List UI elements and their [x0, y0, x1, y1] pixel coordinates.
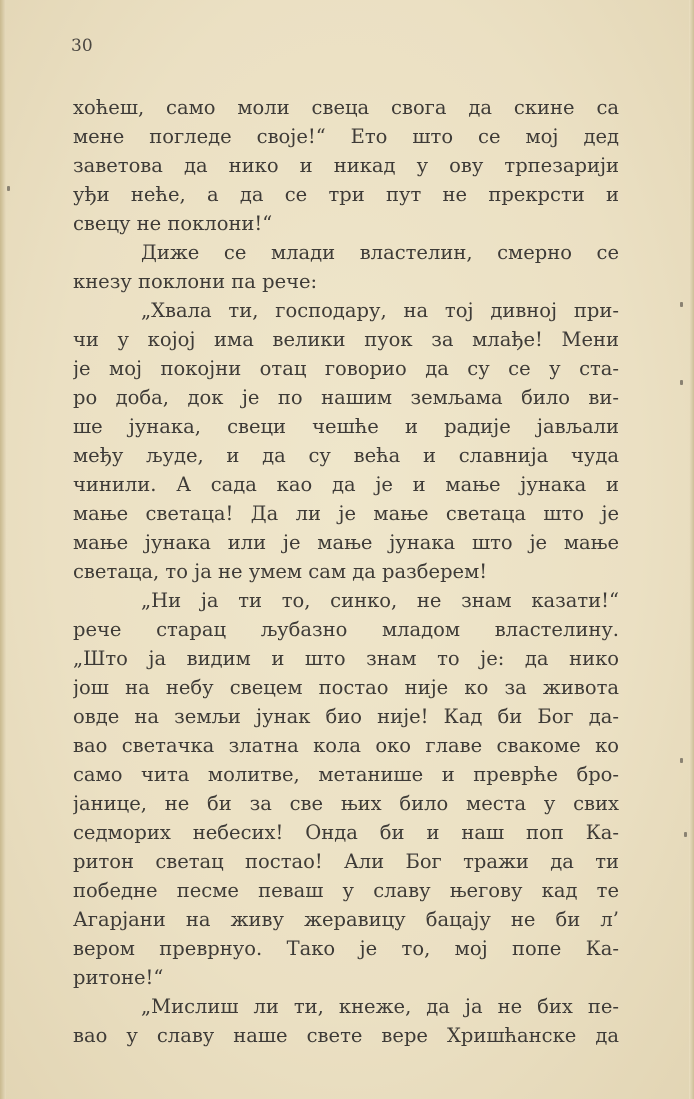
page-left-edge — [0, 0, 6, 1099]
page-number: 30 — [71, 36, 93, 56]
text-line: је мој покојни отац говорио да су се у ста- — [73, 357, 619, 380]
text-line: ше јунака, свеци чешће и радије јављали — [73, 415, 619, 438]
text-line: овде на земљи јунак био није! Кад би Бог да- — [73, 705, 619, 728]
text-line: седморих небесих! Онда би и наш поп Ка- — [73, 821, 619, 844]
text-line: чинили. А сада као да је и мање јунака и — [73, 473, 619, 496]
text-line: „Што ја видим и што знам то је: да нико — [73, 647, 619, 670]
text-line: светаца, то ја не умем сам да разберем! — [73, 560, 488, 583]
text-line: Агарјани на живу жеравицу бацају не би л’ — [73, 908, 619, 931]
text-line: вао у славу наше свете вере Хришћанске да — [73, 1024, 619, 1047]
text-line: вером преврнуо. Тако је то, мој попе Ка- — [73, 937, 619, 960]
text-line: „Ни ја ти то, синко, не знам казати!“ — [141, 589, 619, 612]
text-line: ритон светац постао! Али Бог тражи да ти — [73, 850, 619, 873]
text-line: јанице, не би за све њих било места у свих — [73, 792, 619, 815]
text-line: заветова да нико и никад у ову трпезарији — [73, 154, 619, 177]
text-line: ритоне!“ — [73, 966, 164, 989]
text-line: вао светачка златна кола око главе свакоме ко — [73, 734, 619, 757]
text-line: још на небу свецем постао није ко за живота — [73, 676, 619, 699]
ink-speck — [680, 380, 683, 385]
text-line: мање светаца! Да ли је мање светаца што је — [73, 502, 619, 525]
text-line: „Хвала ти, господару, на тој дивној при- — [141, 299, 619, 322]
text-line: победне песме певаш у славу његову кад те — [73, 879, 619, 902]
text-line: Диже се млади властелин, смерно се — [141, 241, 619, 264]
text-line: само чита молитве, метанише и преврће бро- — [73, 763, 619, 786]
ink-speck — [680, 302, 683, 307]
text-line: ро доба, док је по нашим земљама било ви- — [73, 386, 619, 409]
text-line: „Мислиш ли ти, кнеже, да ја не бих пе- — [141, 995, 619, 1018]
text-line: хоћеш, само моли свеца свога да скине са — [73, 96, 619, 119]
text-line: уђи неће, а да се три пут не прекрсти и — [73, 183, 619, 206]
text-line: мене погледе своје!“ Ето што се мој дед — [73, 125, 619, 148]
page-right-edge — [689, 0, 694, 1099]
body-text — [73, 93, 619, 1050]
text-line: чи у којој има велики пуок за млађе! Мени — [73, 328, 619, 351]
text-line: рече старац љубазно младом властелину. — [73, 618, 619, 641]
ink-speck — [680, 758, 683, 763]
text-line: међу људе, и да су већа и славнија чуда — [73, 444, 619, 467]
ink-speck — [7, 186, 10, 191]
ink-speck — [684, 832, 687, 837]
text-line: кнезу поклони па рече: — [73, 270, 318, 293]
text-line: свецу не поклони!“ — [73, 212, 273, 235]
text-line: мање јунака или је мање јунака што је мање — [73, 531, 619, 554]
